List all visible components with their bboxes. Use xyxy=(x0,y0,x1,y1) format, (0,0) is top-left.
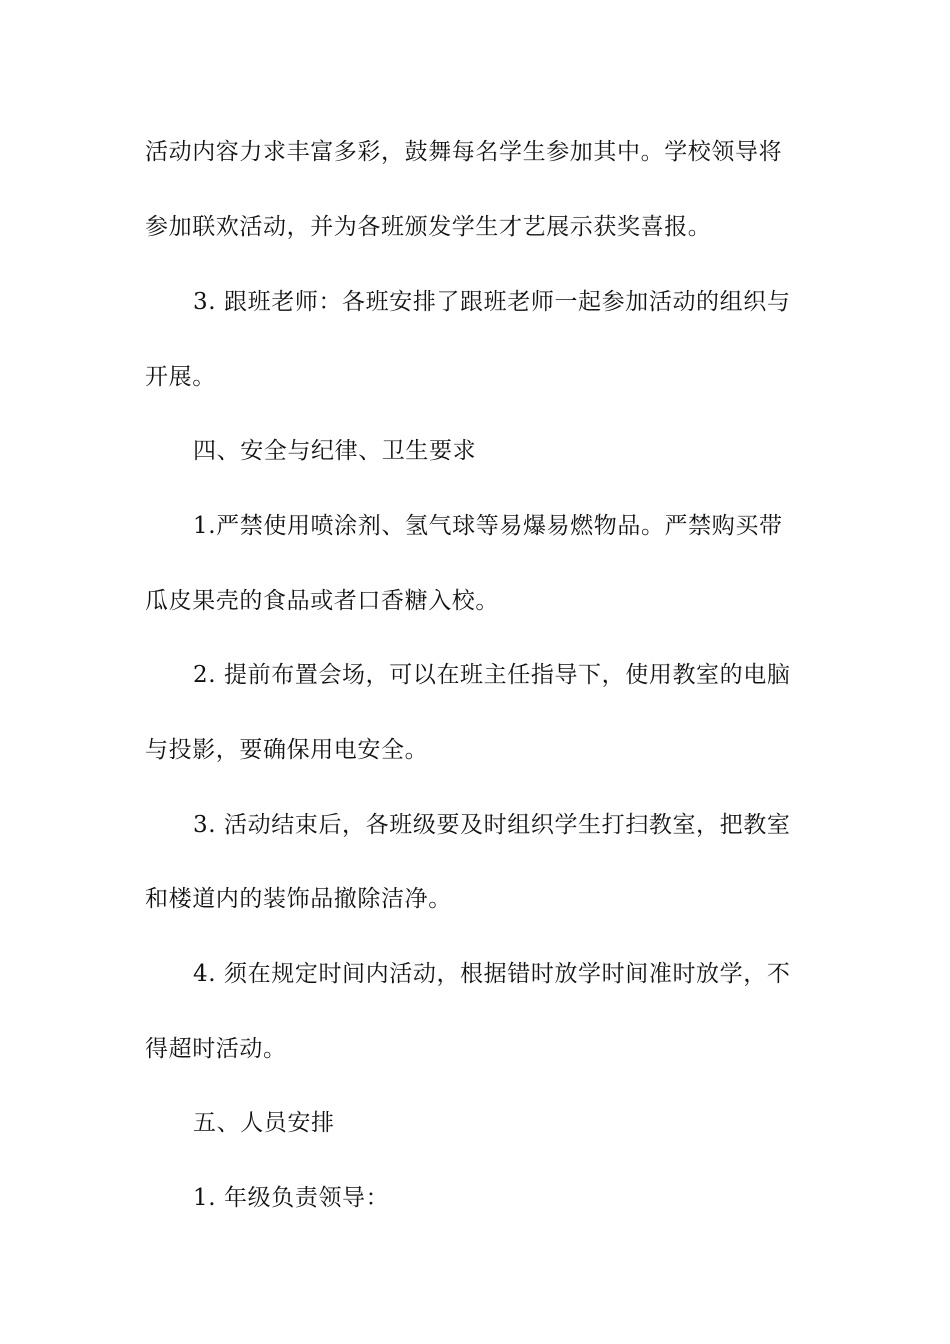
text-line-safety-item-1: 1.严禁使用喷涂剂、氢气球等易爆易燃物品。严禁购买带 xyxy=(193,513,783,539)
section-heading-safety: 四、安全与纪律、卫生要求 xyxy=(193,438,477,464)
text-line-safety-item-1-cont: 瓜皮果壳的食品或者口香糖入校。 xyxy=(145,588,499,614)
text-line-teacher-item: 3. 跟班老师：各班安排了跟班老师一起参加活动的组织与 xyxy=(193,289,791,315)
text-line-safety-item-4: 4. 须在规定时间内活动，根据错时放学时间准时放学，不 xyxy=(193,961,791,987)
text-line-safety-item-2-cont: 与投影，要确保用电安全。 xyxy=(145,737,429,763)
text-line-safety-item-3-cont: 和楼道内的装饰品撤除洁净。 xyxy=(145,886,452,912)
text-line-teacher-item-cont: 开展。 xyxy=(145,364,216,390)
text-line-activity-content: 活动内容力求丰富多彩，鼓舞每名学生参加其中。学校领导将 xyxy=(145,139,783,165)
text-line-safety-item-4-cont: 得超时活动。 xyxy=(145,1036,287,1062)
text-line-safety-item-3: 3. 活动结束后，各班级要及时组织学生打扫教室，把教室 xyxy=(193,812,791,838)
text-line-safety-item-2: 2. 提前布置会场，可以在班主任指导下，使用教室的电脑 xyxy=(193,662,791,688)
text-line-party-awards: 参加联欢活动，并为各班颁发学生才艺展示获奖喜报。 xyxy=(145,214,712,240)
section-heading-staff: 五、人员安排 xyxy=(193,1110,335,1136)
text-line-staff-item-1: 1. 年级负责领导： xyxy=(193,1185,390,1211)
